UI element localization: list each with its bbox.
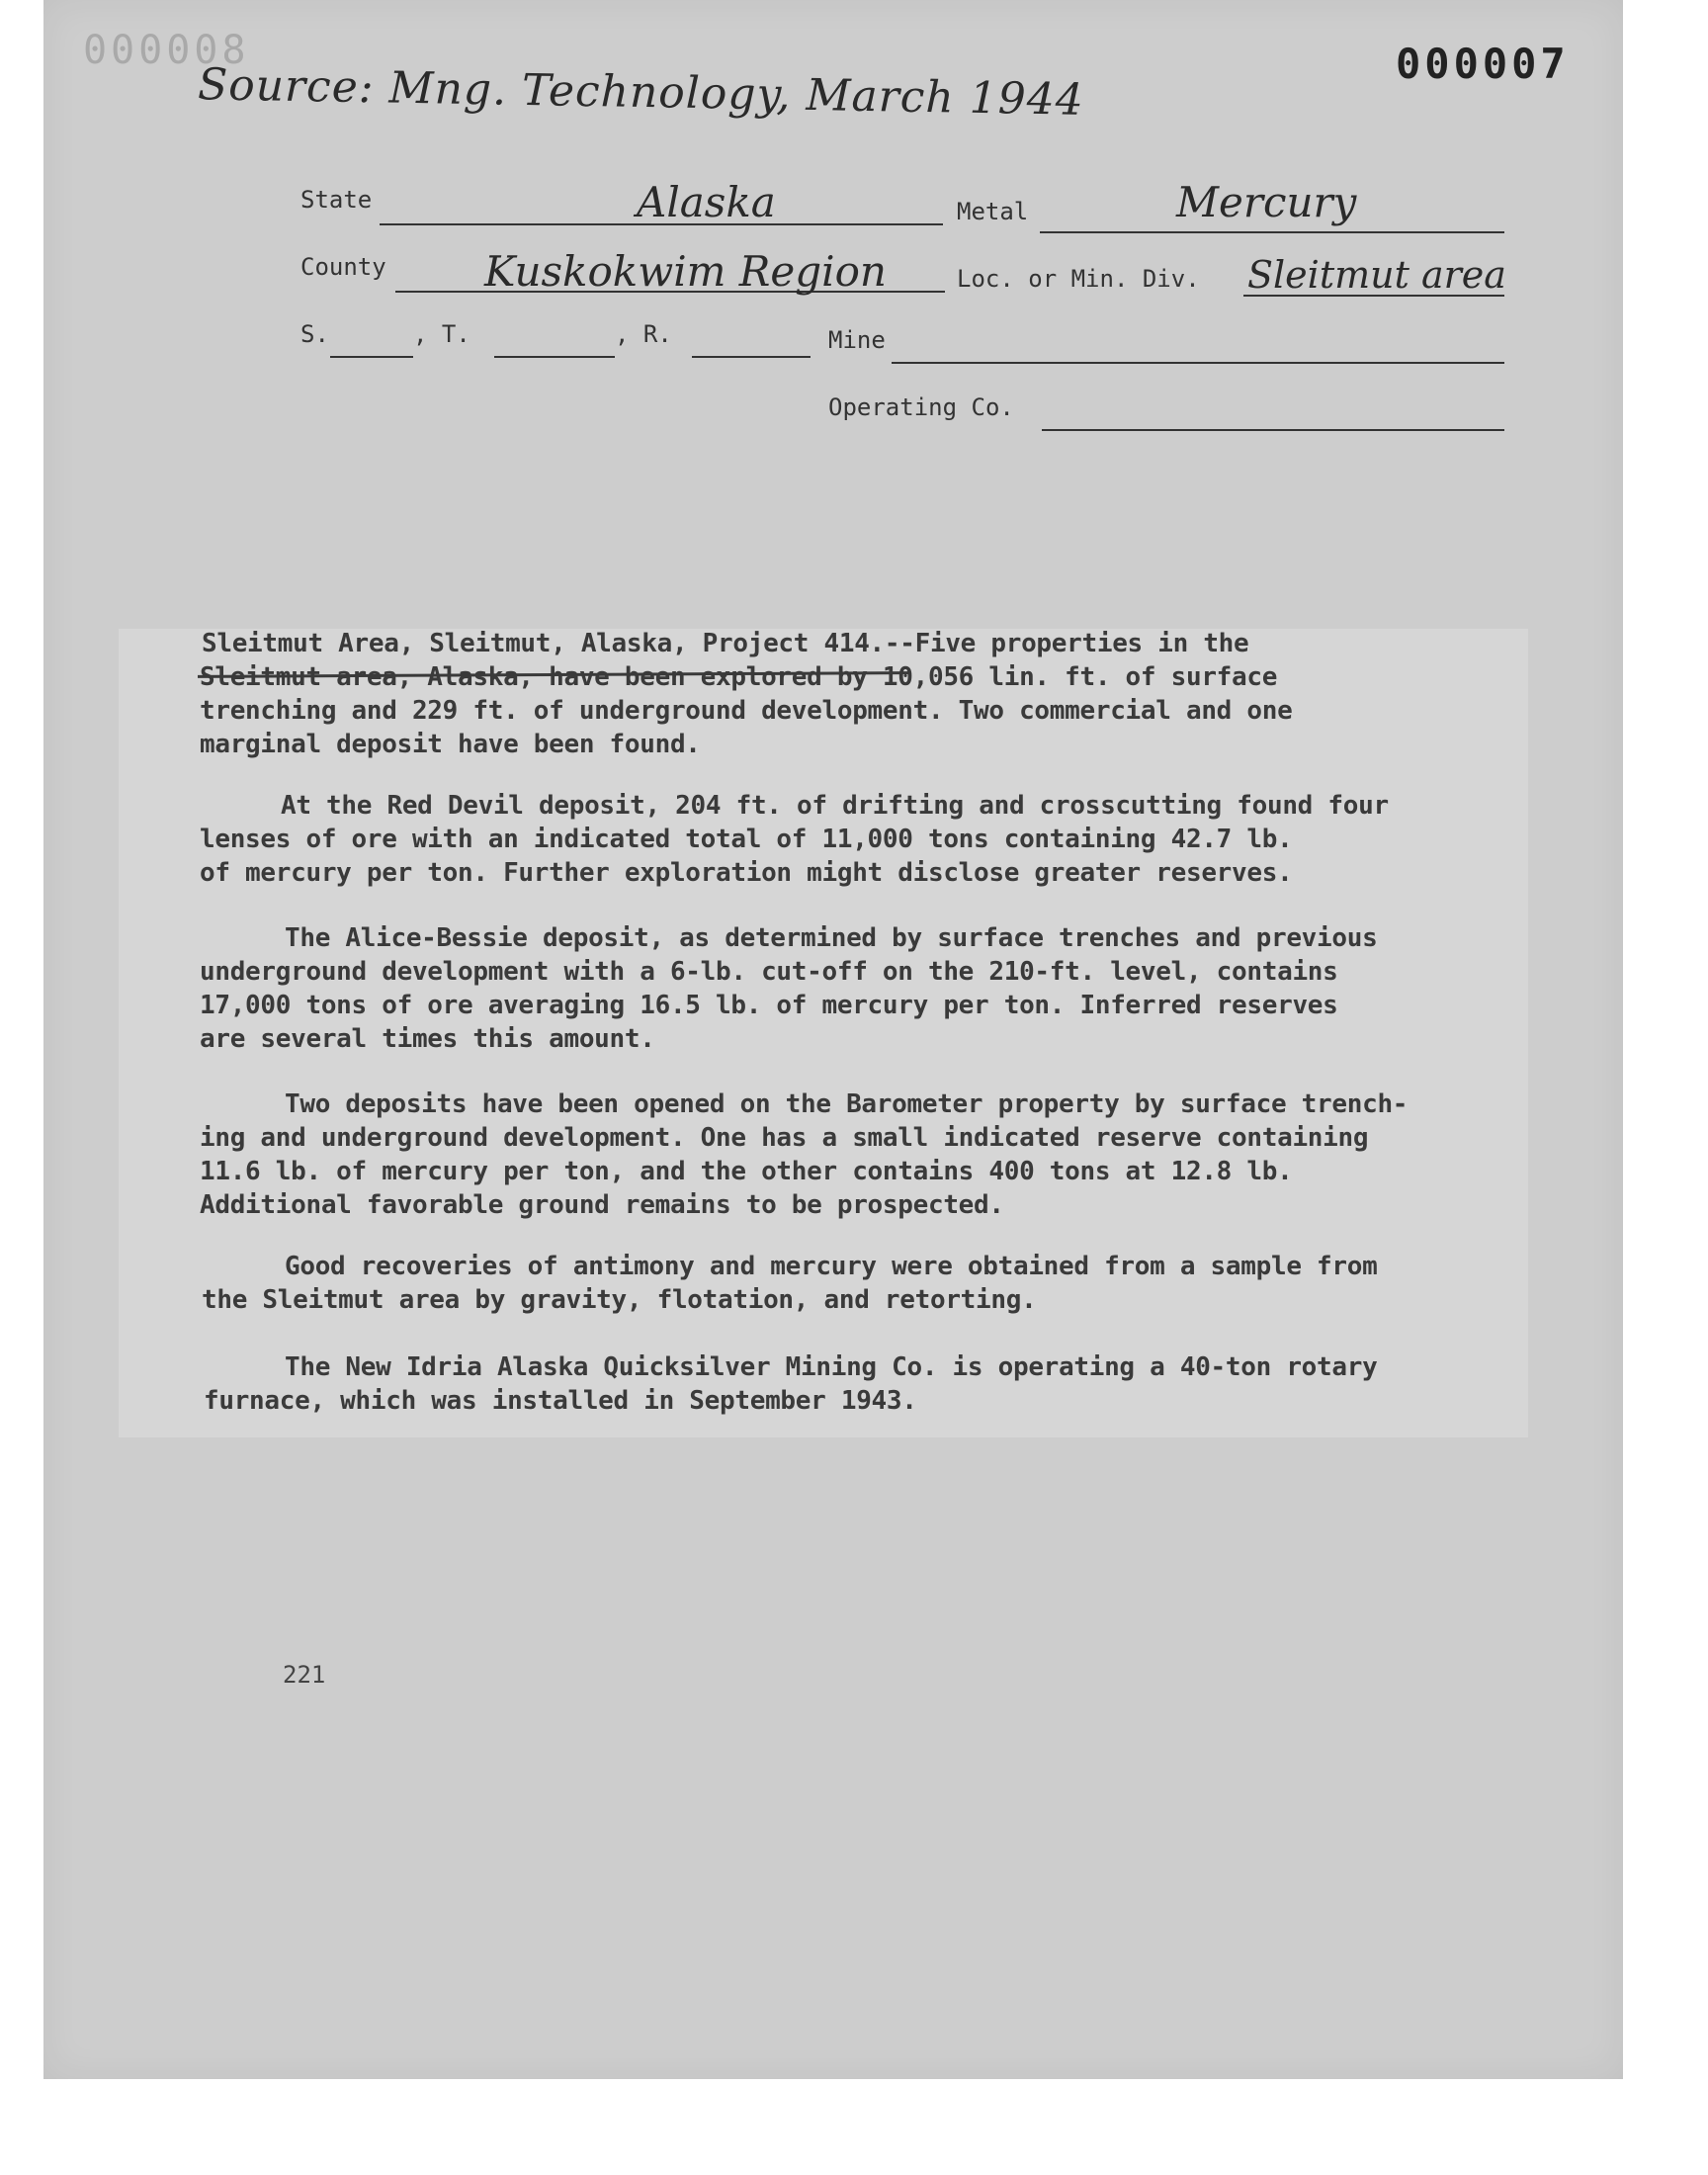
township-label: , T.: [413, 320, 470, 348]
section-line: [330, 356, 413, 358]
operating-co-line: [1042, 429, 1504, 431]
text-line: Additional favorable ground remains to be prospected.: [200, 1190, 1004, 1220]
section-label: S.: [300, 320, 329, 348]
source-note: Source: Mng. Technology, March 1944: [197, 59, 1085, 126]
text-line: ing and underground development. One has a small indicated reserve containing: [200, 1123, 1369, 1153]
loc-label: Loc. or Min. Div.: [957, 265, 1200, 293]
text-line: lenses of ore with an indicated total of 11,000 tons containing 42.7 lb.: [200, 825, 1293, 854]
loc-value: Sleitmut area: [1247, 253, 1506, 297]
page-number: 221: [283, 1661, 326, 1689]
text-line: Sleitmut area, Alaska, have been explored by 10,056 lin. ft. of surface: [200, 662, 1278, 692]
county-label: County: [300, 253, 386, 281]
state-value: Alaska: [637, 178, 776, 226]
text-line: furnace, which was installed in September 1943.: [204, 1386, 917, 1416]
range-label: , R.: [615, 320, 672, 348]
county-value: Kuskokwim Region: [484, 247, 887, 296]
text-line: trenching and 229 ft. of underground development. Two commercial and one: [200, 696, 1293, 726]
mine-line: [892, 362, 1504, 364]
text-line: marginal deposit have been found.: [200, 730, 701, 759]
text-line: The New Idria Alaska Quicksilver Mining Co. is operating a 40-ton rotary: [285, 1352, 1378, 1382]
text-line: The Alice-Bessie deposit, as determined by surface trenches and previous: [285, 923, 1378, 953]
township-line: [494, 356, 615, 358]
text-line: of mercury per ton. Further exploration might disclose greater reserves.: [200, 858, 1293, 888]
text-line: underground development with a 6-lb. cut-off on the 210-ft. level, contains: [200, 957, 1338, 987]
ghost-document-number: 800000: [79, 28, 246, 73]
text-line: Good recoveries of antimony and mercury were obtained from a sample from: [285, 1252, 1378, 1281]
document-number: 000007: [1396, 40, 1570, 88]
state-label: State: [300, 186, 373, 214]
text-line: Two deposits have been opened on the Barometer property by surface trench-: [285, 1089, 1409, 1119]
metal-value: Mercury: [1176, 178, 1357, 226]
text-line: At the Red Devil deposit, 204 ft. of drifting and crosscutting found four: [281, 791, 1389, 821]
mine-label: Mine: [828, 326, 886, 354]
text-line: 17,000 tons of ore averaging 16.5 lb. of mercury per ton. Inferred reserves: [200, 991, 1338, 1020]
text-line: are several times this amount.: [200, 1024, 655, 1054]
metal-line: [1040, 231, 1504, 233]
metal-label: Metal: [957, 198, 1029, 225]
text-line: Sleitmut Area, Sleitmut, Alaska, Project 414.--Five properties in the: [202, 629, 1249, 658]
text-line: 11.6 lb. of mercury per ton, and the other contains 400 tons at 12.8 lb.: [200, 1157, 1293, 1186]
text-line: the Sleitmut area by gravity, flotation, and retorting.: [202, 1285, 1037, 1315]
range-line: [692, 356, 811, 358]
operating-co-label: Operating Co.: [828, 393, 1014, 421]
